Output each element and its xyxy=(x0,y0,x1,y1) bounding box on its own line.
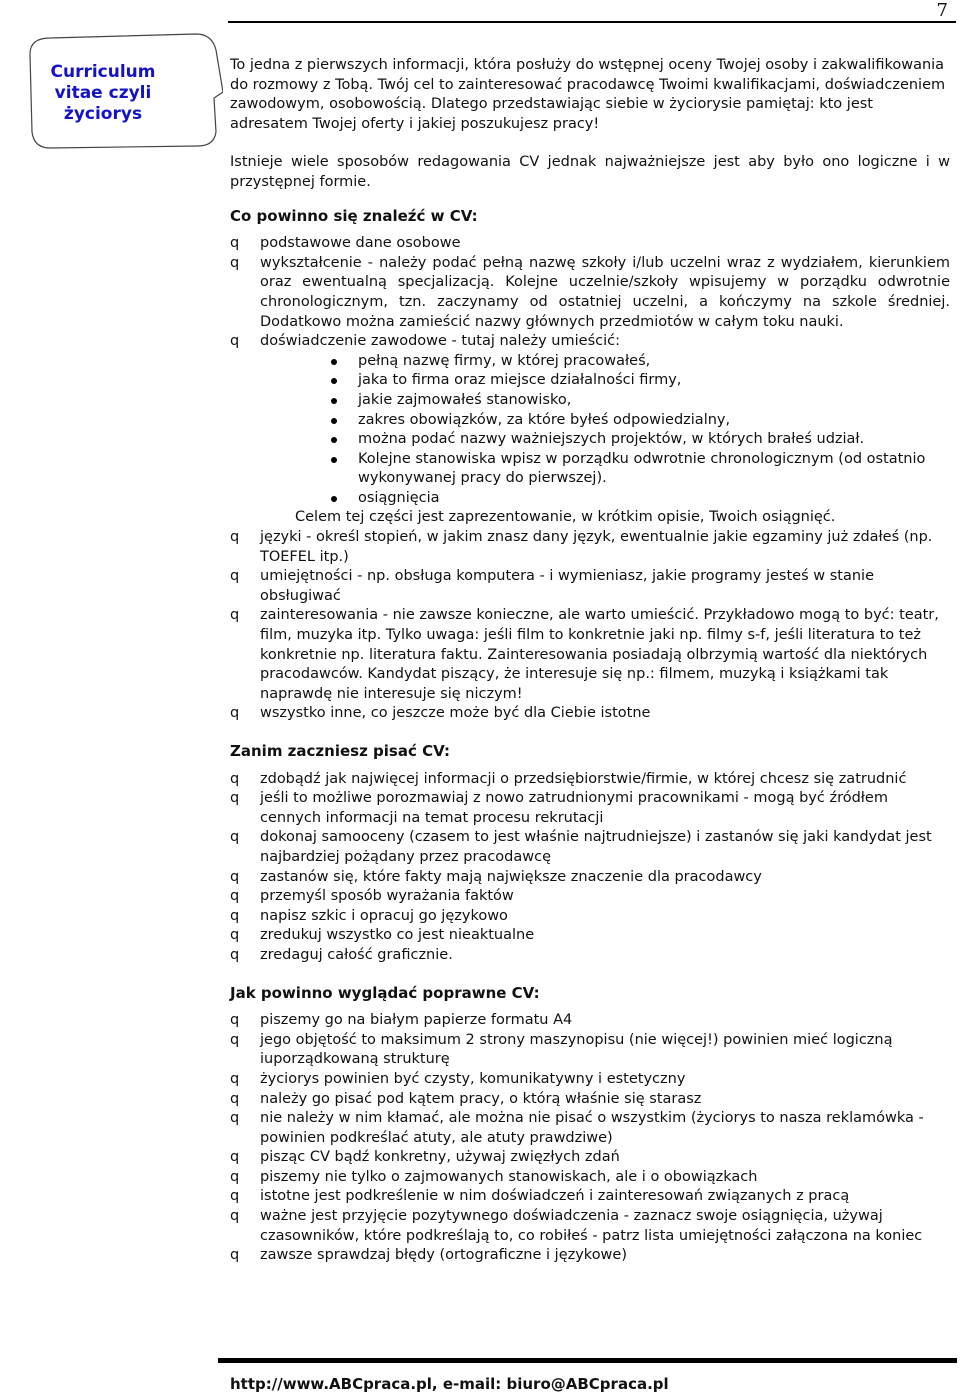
document-body xyxy=(230,56,950,1266)
bullet-marker: q xyxy=(230,1208,240,1225)
before-writing-list xyxy=(230,770,950,966)
bullet-marker: q xyxy=(230,705,240,722)
bullet-marker: q xyxy=(230,254,240,271)
page-number: 7 xyxy=(936,0,948,21)
bullet-marker: q xyxy=(230,946,240,963)
bullet-marker: q xyxy=(230,333,240,350)
list-item: q życiorys powinien być czysty, komunikatywny i estetyczny xyxy=(230,1070,950,1090)
section-heading: Jak powinno wyglądać poprawne CV: xyxy=(230,983,540,1002)
list-item: q napisz szkic i opracuj go językowo xyxy=(230,907,950,927)
bullet-marker: q xyxy=(230,1149,240,1166)
list-item: q zastanów się, które fakty mają największe znaczenie dla pracodawcy xyxy=(230,868,950,888)
intro-paragraph: Istnieje wiele sposobów redagowania CV jednak najważniejsze jest aby było ono logiczne i w przystępnej formie. xyxy=(230,154,950,190)
bullet-marker: q xyxy=(230,829,240,846)
sub-list-item: można podać nazwy ważniejszych projektów, w których brałeś udział. xyxy=(358,430,950,450)
bullet-marker: q xyxy=(230,1012,240,1029)
list-item: q zredukuj wszystko co jest nieaktualne xyxy=(230,926,950,946)
list-item: q należy go pisać pod kątem pracy, o którą właśnie się starasz xyxy=(230,1090,950,1110)
experience-sublist xyxy=(260,352,950,509)
section-heading: Co powinno się znaleźć w CV: xyxy=(230,206,478,225)
cv-contents-list xyxy=(230,234,950,724)
list-item: q pisząc CV bądź konkretny, używaj zwięzłych zdań xyxy=(230,1148,950,1168)
bullet-marker: q xyxy=(230,235,240,252)
list-item: q nie należy w nim kłamać, ale można nie pisać o wszystkim (życiorys to nasza reklamówka - powinien podkreślać atuty, ale atuty prawdziwe) xyxy=(230,1110,924,1146)
title-badge xyxy=(28,32,223,150)
list-item: q piszemy nie tylko o zajmowanych stanowiskach, ale i o obowiązkach xyxy=(230,1168,950,1188)
list-item: q jego objętość to maksimum 2 strony maszynopisu (nie więcej!) powinien mieć logiczną iuporządkowaną strukturę xyxy=(230,1031,893,1068)
bullet-marker: q xyxy=(230,607,240,624)
list-item: q podstawowe dane osobowe xyxy=(230,234,950,254)
experience-summary: Celem tej części jest zaprezentowanie, w krótkim opisie, Twoich osiągnięć. xyxy=(295,509,836,526)
list-item: q umiejętności - np. obsługa komputera - i wymieniasz, jakie programy jesteś w stanie obsługiwać xyxy=(230,568,874,604)
list-item: q zdobądź jak najwięcej informacji o przedsiębiorstwie/firmie, w której chcesz się zatrudnić xyxy=(230,770,950,790)
bullet-marker: q xyxy=(230,1110,240,1127)
list-item: q istotne jest podkreślenie w nim doświadczeń i zainteresowań związanych z pracą xyxy=(230,1187,950,1207)
footer-contact: http://www.ABCpraca.pl, e-mail: biuro@ABCpraca.pl xyxy=(230,1375,669,1393)
list-item: q jeśli to możliwe porozmawiaj z nowo zatrudnionymi pracownikami - mogą być źródłem cennych informacji na temat procesu rekrutacji xyxy=(230,790,888,826)
bullet-marker: q xyxy=(230,1247,240,1264)
bullet-marker: q xyxy=(230,907,240,924)
section-heading: Zanim zaczniesz pisać CV: xyxy=(230,742,451,760)
list-item: q zainteresowania - nie zawsze konieczne, ale warto umieścić. Przykładowo mogą to być: teatr, film, muzyka itp. Tylko uwaga: jeśli film to konkretnie jaki np. filmy s-f, jeśli literatura to też konkretnie np. literatura faktu. Zainteresowania posiadają olbrzymią wartość dla niektórych pracodawców. Kandydat piszący, że interesuje się np.: filmem, muzyką i książkami tak naprawdę nie interesuje się niczym! xyxy=(230,607,939,702)
list-item: q dokonaj samooceny (czasem to jest właśnie najtrudniejsze) i zastanów się jaki kandydat jest najbardziej pożądany przez pracodawcę xyxy=(230,829,932,865)
intro-paragraph: To jedna z pierwszych informacji, która posłuży do wstępnej oceny Twojej osoby i zakwalifikowania do rozmowy z Tobą. Twój cel to zainteresować pracodawcę Twoimi kwalifikacjami, doświadczeniem zawodowym, osobowością. Dlatego przedstawiając siebie w życiorysie pamiętaj: kto jest adresatem Twojej oferty i jakiej poszukujesz pracy! xyxy=(230,57,946,132)
bullet-marker: q xyxy=(230,1031,240,1048)
sub-list-item: jaka to firma oraz miejsce działalności firmy, xyxy=(358,371,950,391)
sub-list-item: osiągnięcia xyxy=(358,489,950,509)
sub-list-item: pełną nazwę firmy, w której pracowałeś, xyxy=(358,352,950,372)
bullet-marker: q xyxy=(230,868,240,885)
bullet-marker: q xyxy=(230,1090,240,1107)
list-item: q języki - określ stopień, w jakim znasz dany język, ewentualnie jakie egzaminy już zdałeś (np. TOEFEL itp.) xyxy=(230,529,933,565)
bullet-marker: q xyxy=(230,927,240,944)
list-item: q piszemy go na białym papierze formatu A4 xyxy=(230,1011,950,1031)
list-item: q doświadczenie zawodowe - tutaj należy umieścić: pełną nazwę firmy, w której pracowałeś, jaka to firma oraz miejsce działalności firmy, jakie zajmowałeś stanowisko, zakres obowiązków, za które byłeś odpowiedzialny, można podać nazwy ważniejszych projektów, w których brałeś udział. Kolejne stanowiska wpisz w porządku odwrotnie chronologicznym (od ostatnio wykonywanej pracy do pierwszej). osiągnięcia Celem tej części jest zaprezentowanie, w krótkim opisie, Twoich osiągnięć. xyxy=(230,332,950,528)
sub-list-item: zakres obowiązków, za które byłeś odpowiedzialny, xyxy=(358,411,950,431)
list-item: q ważne jest przyjęcie pozytywnego doświadczenia - zaznacz swoje osiągnięcia, używaj czasowników, które podkreślają to, co robiłeś - patrz lista umiejętności załączona na koniec xyxy=(230,1208,923,1244)
list-item: q wykształcenie - należy podać pełną nazwę szkoły i/lub uczelni wraz z wydziałem, kierunkiem oraz ewentualną specjalizacją. Kolejne uczelnie/szkoły wpisujemy w porządku odwrotnie chronologicznym, tzn. zaczynamy od ostatniej uczelni, a kończymy na szkole średniej. Dodatkowo można zamieścić nazwy głównych przedmiotów w całym toku nauki. xyxy=(230,254,950,330)
header-rule xyxy=(228,21,956,23)
bullet-marker: q xyxy=(230,1188,240,1205)
footer-rule xyxy=(218,1358,957,1363)
bullet-marker: q xyxy=(230,568,240,585)
list-item: q wszystko inne, co jeszcze może być dla Ciebie istotne xyxy=(230,704,950,724)
bullet-marker: q xyxy=(230,790,240,807)
bullet-marker: q xyxy=(230,529,240,546)
correct-cv-list xyxy=(230,1011,950,1266)
bullet-marker: q xyxy=(230,888,240,905)
list-item: q zawsze sprawdzaj błędy (ortograficzne i językowe) xyxy=(230,1246,950,1266)
list-item: q zredaguj całość graficznie. xyxy=(230,946,950,966)
bullet-marker: q xyxy=(230,1168,240,1185)
badge-title: Curriculum vitae czyli życiorys xyxy=(50,62,156,124)
sub-list-item: Kolejne stanowiska wpisz w porządku odwrotnie chronologicznym (od ostatnio wykonywanej pracy do pierwszej). xyxy=(358,450,950,489)
bullet-marker: q xyxy=(230,770,240,787)
list-item: q przemyśl sposób wyrażania faktów xyxy=(230,887,950,907)
bullet-marker: q xyxy=(230,1070,240,1087)
sub-list-item: jakie zajmowałeś stanowisko, xyxy=(358,391,950,411)
